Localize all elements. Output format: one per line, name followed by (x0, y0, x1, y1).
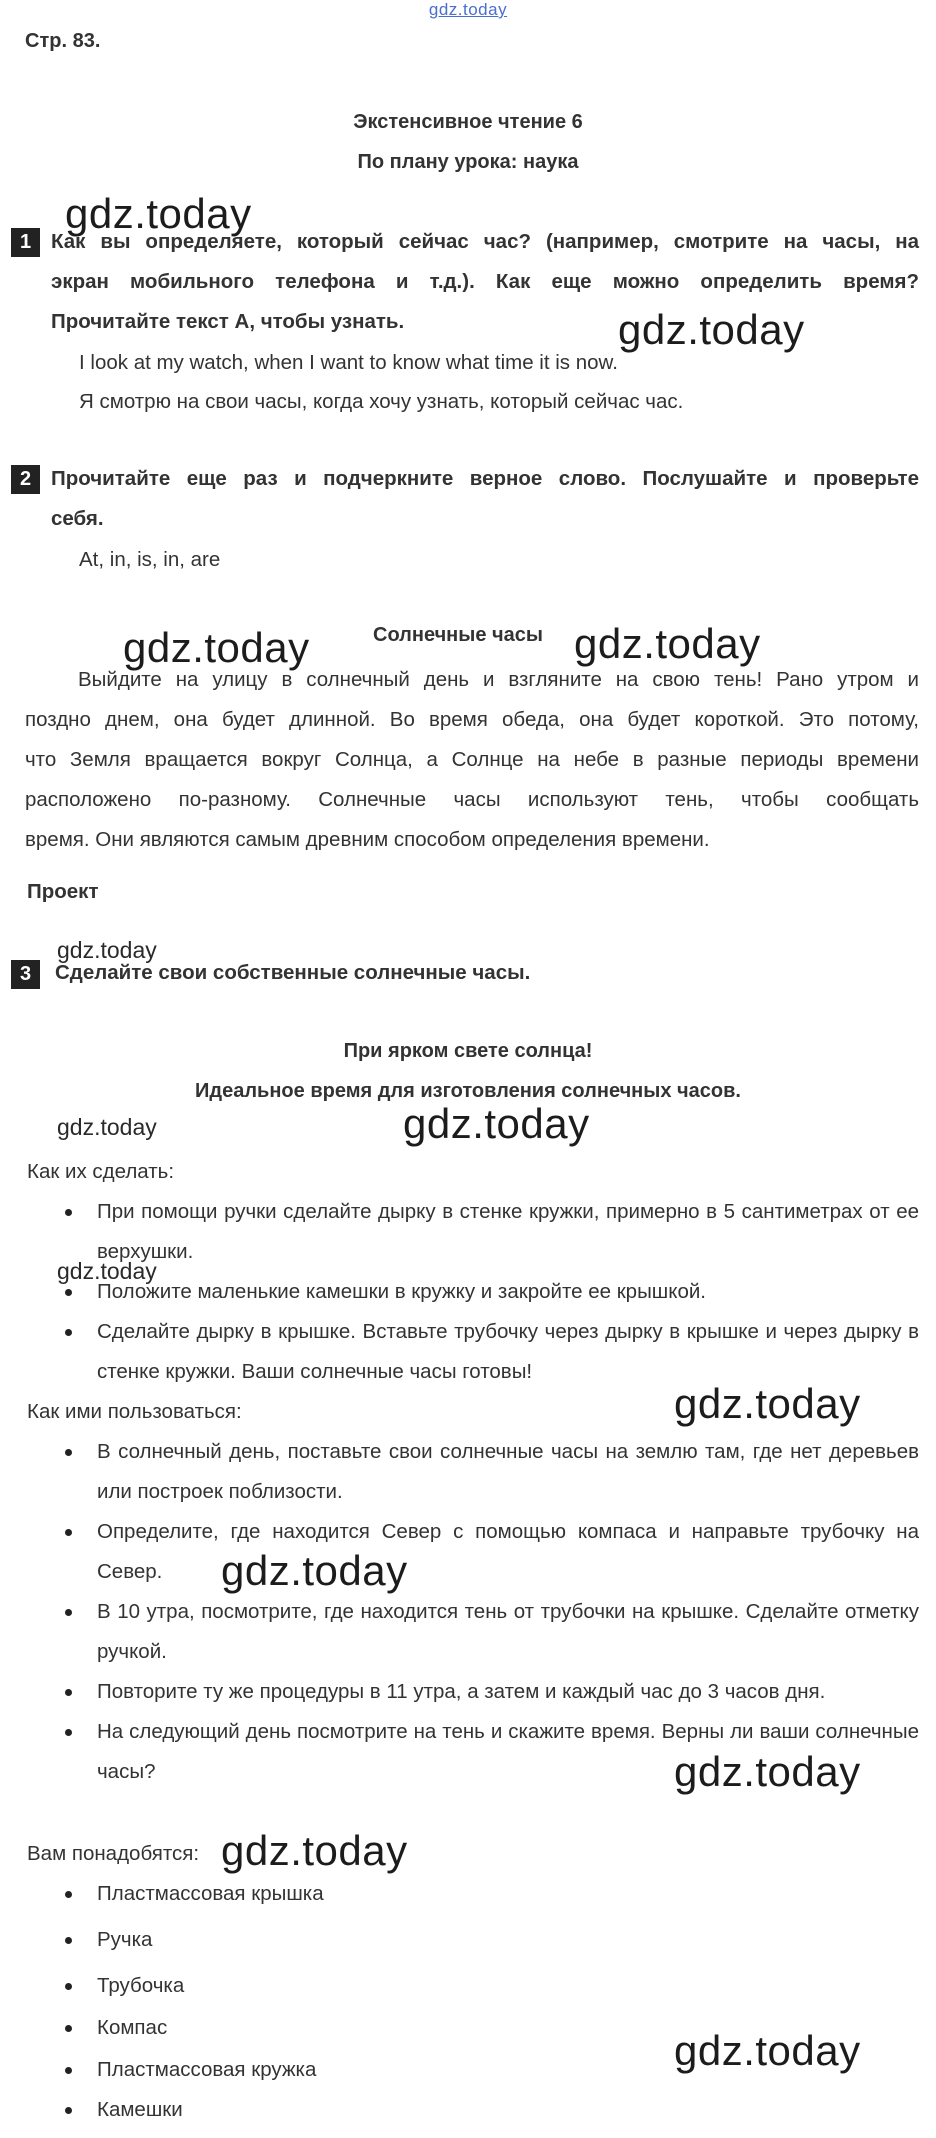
use-label: Как ими пользоваться: (27, 1400, 242, 1423)
list-item: Сделайте дырку в крышке. Вставьте трубочку через дырку в крышке и через дырку в стенке кружки. Ваши солнечные часы готовы! (27, 1312, 919, 1392)
text-heading: Солнечные часы (373, 624, 543, 646)
list-item: Трубочка (27, 1966, 919, 2006)
text-line: расположено по-разному. Солнечные часы используют тень, чтобы сообщать (25, 788, 919, 811)
text-line: что Земля вращается вокруг Солнца, а Солнце на небе в разные периоды времени (25, 748, 919, 771)
text-line: время. Они являются самым древним способом определения времени. (25, 828, 710, 851)
bullet-icon (65, 1329, 72, 1336)
watermark: gdz.today (123, 624, 310, 671)
bullet-icon (65, 1289, 72, 1296)
list-item: Пластмассовая кружка (27, 2050, 919, 2090)
task-number-2: 2 (11, 465, 40, 494)
top-watermark-link[interactable]: gdz.today (428, 0, 508, 19)
section-title: Экстенсивное чтение 6 (353, 111, 583, 133)
list-item: Определите, где находится Север с помощью компаса и направьте трубочку на Север. (27, 1512, 919, 1592)
make-list (27, 1192, 919, 1392)
list-item: Положите маленькие камешки в кружку и закройте ее крышкой. (27, 1272, 919, 1312)
list-item: На следующий день посмотрите на тень и скажите время. Верны ли ваши солнечные часы? (27, 1712, 919, 1792)
watermark: gdz.today (57, 1258, 157, 1284)
watermark: gdz.today (574, 620, 761, 667)
text-paragraph (25, 660, 919, 860)
bullet-icon (65, 1449, 72, 1456)
bullet-icon (65, 1529, 72, 1536)
watermark: gdz.today (57, 1114, 157, 1140)
list-item: Повторите ту же процедуры в 11 утра, а затем и каждый час до 3 часов дня. (27, 1672, 919, 1712)
task-number-3: 3 (11, 960, 40, 989)
list-item: Ручка (27, 1920, 919, 1960)
watermark: gdz.today (618, 306, 805, 353)
task2-instruction (51, 459, 919, 539)
list-item: Компас (27, 2008, 919, 2048)
bullet-icon (65, 2025, 72, 2032)
task1-line3: Прочитайте текст А, чтобы узнать. (51, 310, 405, 333)
use-list (27, 1432, 919, 1795)
task1-answer-ru: Я смотрю на свои часы, когда хочу узнать, который сейчас час. (79, 390, 684, 413)
need-label: Вам понадобятся: (27, 1842, 200, 1865)
bullet-icon (65, 1609, 72, 1616)
task-number-1: 1 (11, 228, 40, 257)
watermark: gdz.today (674, 1748, 861, 1795)
task1-answer-en: I look at my watch, when I want to know what time it is now. (79, 351, 618, 374)
watermark: gdz.today (674, 1380, 861, 1427)
need-list (27, 1874, 919, 2130)
text-line: поздно днем, она будет длинной. Во время обеда, она будет короткой. Это потому, (25, 708, 919, 731)
section-subtitle: По плану урока: наука (357, 151, 579, 173)
text-line: Выйдите на улицу в солнечный день и взгляните на свою тень! Рано утром и (78, 668, 919, 691)
task3-heading1: При ярком свете солнца! (343, 1040, 593, 1062)
page-number: Стр. 83. (25, 30, 101, 52)
make-label: Как их сделать: (27, 1160, 175, 1183)
bullet-icon (65, 1891, 72, 1898)
list-item: Пластмассовая крышка (27, 1874, 919, 1914)
project-label: Проект (27, 880, 99, 903)
watermark: gdz.today (57, 937, 157, 963)
task2-answer: At, in, is, in, are (79, 548, 221, 571)
list-item: Камешки (27, 2090, 919, 2130)
task3-heading2: Идеальное время для изготовления солнечных часов. (195, 1080, 741, 1102)
task1-line1: Как вы определяете, который сейчас час? (например, смотрите на часы, на (51, 230, 919, 253)
watermark: gdz.today (674, 2027, 861, 2074)
bullet-icon (65, 2067, 72, 2074)
task2-line2: себя. (51, 507, 104, 530)
task1-line2: экран мобильного телефона и т.д.). Как еще можно определить время? (51, 270, 919, 293)
list-item: В 10 утра, посмотрите, где находится тень от трубочки на крышке. Сделайте отметку ручкой. (27, 1592, 919, 1672)
bullet-icon (65, 1937, 72, 1944)
watermark: gdz.today (221, 1827, 408, 1874)
bullet-icon (65, 1729, 72, 1736)
list-item: В солнечный день, поставьте свои солнечные часы на землю там, где нет деревьев или построек поблизости. (27, 1432, 919, 1512)
bullet-icon (65, 1209, 72, 1216)
watermark: gdz.today (403, 1100, 590, 1147)
bullet-icon (65, 2107, 72, 2114)
watermark: gdz.today (65, 190, 252, 237)
task3-instruction: Сделайте свои собственные солнечные часы. (55, 961, 531, 984)
watermark: gdz.today (221, 1547, 408, 1594)
bullet-icon (65, 1689, 72, 1696)
task2-line1: Прочитайте еще раз и подчеркните верное слово. Послушайте и проверьте (51, 467, 919, 490)
bullet-icon (65, 1983, 72, 1990)
list-item: При помощи ручки сделайте дырку в стенке кружки, примерно в 5 сантиметрах от ее верхушки. (27, 1192, 919, 1272)
